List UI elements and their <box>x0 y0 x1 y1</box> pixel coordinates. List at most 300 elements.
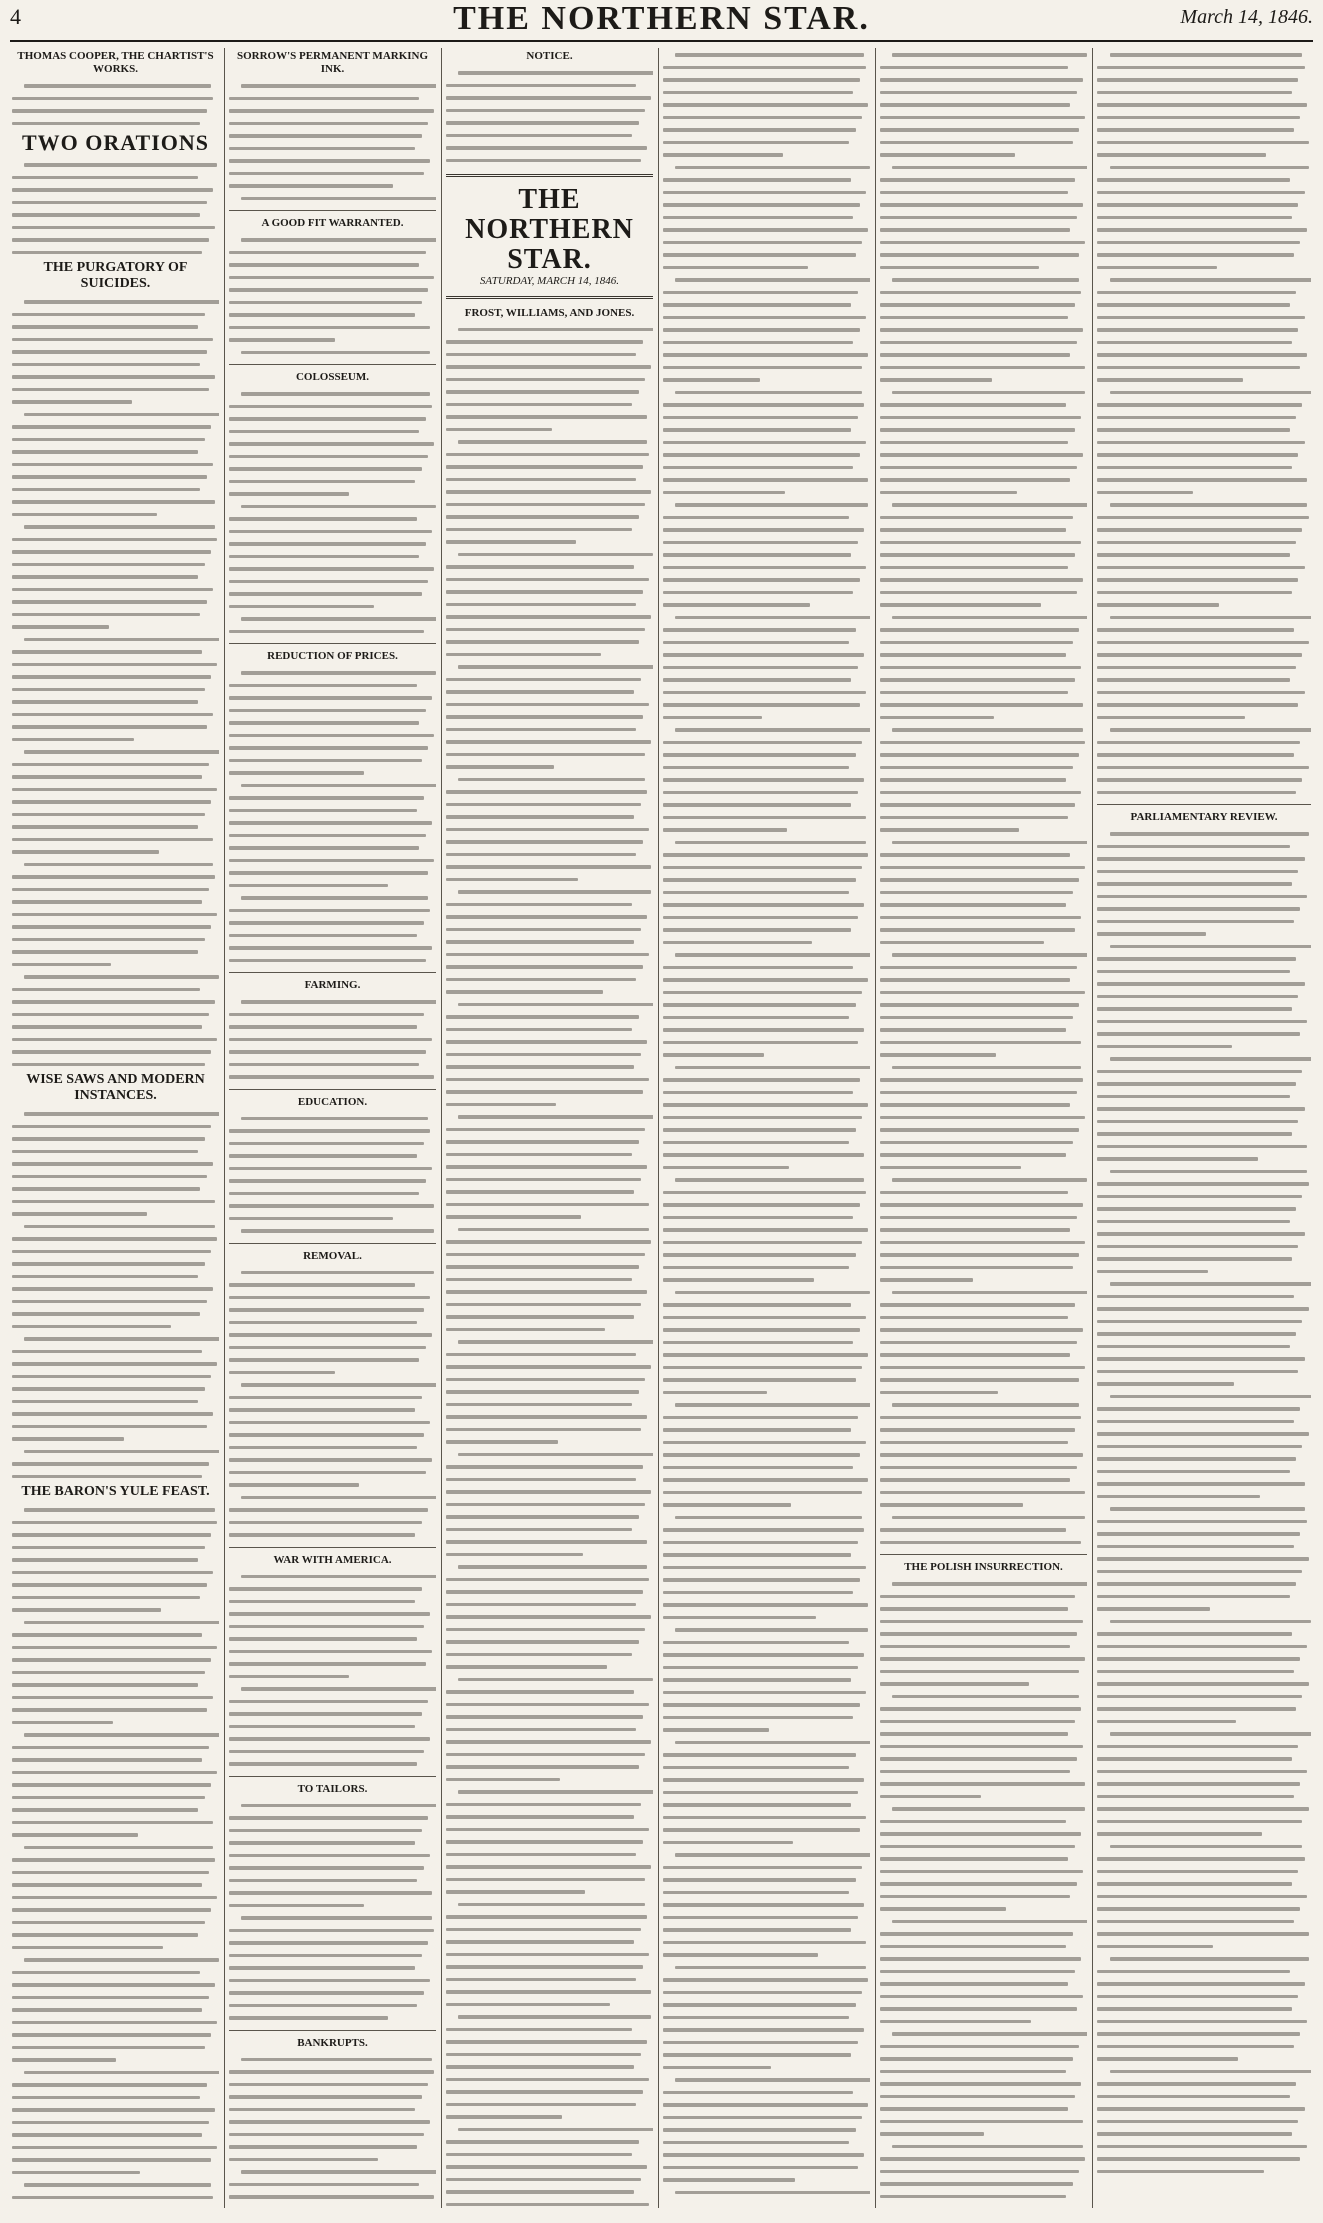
text-line <box>663 1723 870 1736</box>
text-line <box>880 73 1087 86</box>
text-line <box>229 575 436 588</box>
text-line <box>880 1348 1087 1361</box>
text-line <box>12 458 219 471</box>
text-line <box>663 1786 870 1799</box>
text-line <box>663 1598 870 1611</box>
text-line <box>880 1048 1087 1061</box>
text-line <box>880 548 1087 561</box>
text-line <box>1097 1427 1311 1440</box>
text-line <box>880 286 1087 299</box>
text-line <box>229 1986 436 1999</box>
column-5 <box>880 48 1087 2208</box>
text-line <box>1097 2077 1311 2090</box>
text-line <box>446 1198 653 1211</box>
text-line <box>229 1720 436 1733</box>
text-line <box>12 1541 219 1554</box>
text-line <box>12 683 219 696</box>
text-line <box>12 2141 219 2154</box>
text-line <box>1097 398 1311 411</box>
text-line <box>446 848 653 861</box>
text-line <box>229 475 436 488</box>
text-line <box>663 186 870 199</box>
article-text <box>229 387 436 637</box>
text-line <box>12 395 219 408</box>
text-line <box>1097 586 1311 599</box>
text-line <box>12 1220 219 1233</box>
text-line <box>880 411 1087 424</box>
text-line <box>880 986 1087 999</box>
text-line <box>446 1285 653 1298</box>
text-line <box>446 398 653 411</box>
text-line <box>12 1628 219 1641</box>
text-line <box>880 1511 1087 1524</box>
text-line <box>880 223 1087 236</box>
text-line <box>12 970 219 983</box>
text-line <box>12 320 219 333</box>
text-line <box>12 895 219 908</box>
text-line <box>12 104 219 117</box>
text-line <box>229 1516 436 1529</box>
text-line <box>229 1466 436 1479</box>
text-line <box>1097 1102 1311 1115</box>
text-line <box>663 411 870 424</box>
text-line <box>446 1385 653 1398</box>
text-line <box>12 2128 219 2141</box>
text-line <box>229 666 436 679</box>
text-line <box>1097 965 1311 978</box>
text-line <box>663 211 870 224</box>
text-line <box>446 1398 653 1411</box>
text-line <box>446 1585 653 1598</box>
text-line <box>229 1874 436 1887</box>
text-line <box>12 595 219 608</box>
text-line <box>12 1282 219 1295</box>
text-line <box>880 836 1087 849</box>
text-line <box>229 167 436 180</box>
text-line <box>229 1403 436 1416</box>
text-line <box>1097 1240 1311 1253</box>
text-line <box>12 1432 219 1445</box>
text-line <box>229 1391 436 1404</box>
text-line <box>880 873 1087 886</box>
text-line <box>663 736 870 749</box>
text-line <box>1097 940 1311 953</box>
text-line <box>446 898 653 911</box>
text-line <box>663 1936 870 1949</box>
text-line <box>663 173 870 186</box>
text-line <box>880 573 1087 586</box>
text-line <box>446 1035 653 1048</box>
text-line <box>880 1977 1087 1990</box>
text-line <box>229 104 436 117</box>
section-heading: A GOOD FIT WARRANTED. <box>261 217 404 229</box>
text-line <box>880 398 1087 411</box>
text-line <box>880 1765 1087 1778</box>
text-line <box>446 1273 653 1286</box>
text-line <box>880 1461 1087 1474</box>
text-line <box>880 86 1087 99</box>
text-line <box>1097 1027 1311 1040</box>
text-line <box>880 598 1087 611</box>
text-line <box>663 361 870 374</box>
text-line <box>1097 298 1311 311</box>
text-line <box>229 2115 436 2128</box>
text-line <box>229 387 436 400</box>
text-line <box>446 1110 653 1123</box>
text-line <box>12 1716 219 1729</box>
text-line <box>12 1728 219 1741</box>
text-line <box>446 910 653 923</box>
text-line <box>880 1536 1087 1549</box>
text-line <box>663 1161 870 1174</box>
text-line <box>663 748 870 761</box>
text-line <box>880 323 1087 336</box>
text-line <box>229 1607 436 1620</box>
text-line <box>1097 1365 1311 1378</box>
text-line <box>446 1085 653 1098</box>
text-line <box>446 1123 653 1136</box>
text-line <box>1097 123 1311 136</box>
article-text <box>229 666 436 966</box>
text-line <box>12 933 219 946</box>
text-line <box>663 1586 870 1599</box>
article-text <box>12 1107 219 1482</box>
text-line <box>880 436 1087 449</box>
text-line <box>663 1898 870 1911</box>
text-line <box>229 92 436 105</box>
text-line <box>229 791 436 804</box>
text-line <box>880 2052 1087 2065</box>
text-line <box>446 798 653 811</box>
text-line <box>663 1498 870 1511</box>
text-line <box>446 1873 653 1886</box>
text-line <box>446 498 653 511</box>
text-line <box>12 1058 219 1071</box>
text-line <box>1097 1465 1311 1478</box>
text-line <box>663 2023 870 2036</box>
text-line <box>446 1048 653 1061</box>
text-line <box>446 735 653 748</box>
text-line <box>880 423 1087 436</box>
text-line <box>880 298 1087 311</box>
text-line <box>663 2036 870 2049</box>
text-line <box>446 2148 653 2161</box>
text-line <box>663 286 870 299</box>
text-line <box>880 1411 1087 1424</box>
text-line <box>880 761 1087 774</box>
text-line <box>663 1523 870 1536</box>
text-line <box>229 308 436 321</box>
text-line <box>446 1448 653 1461</box>
section-heading: THE BARON'S YULE FEAST. <box>21 1484 210 1499</box>
text-line <box>1097 1815 1311 1828</box>
text-line <box>1097 611 1311 624</box>
text-line <box>12 1395 219 1408</box>
text-line <box>663 273 870 286</box>
text-line <box>12 1816 219 1829</box>
text-line <box>229 1682 436 1695</box>
text-line <box>446 460 653 473</box>
text-line <box>12 1107 219 1120</box>
text-line <box>446 1460 653 1473</box>
text-line <box>229 816 436 829</box>
text-line <box>880 461 1087 474</box>
text-line <box>1097 1452 1311 1465</box>
text-line <box>663 1061 870 1074</box>
text-line <box>12 2078 219 2091</box>
text-line <box>12 1578 219 1591</box>
section-heading: REDUCTION OF PRICES. <box>267 650 398 662</box>
text-line <box>663 423 870 436</box>
text-line <box>229 1745 436 1758</box>
text-line <box>663 1836 870 1849</box>
text-line <box>1097 111 1311 124</box>
text-line <box>446 1973 653 1986</box>
text-line <box>1097 1352 1311 1365</box>
text-line <box>229 550 436 563</box>
text-line <box>880 311 1087 324</box>
text-line <box>663 1311 870 1324</box>
text-line <box>12 908 219 921</box>
text-line <box>880 1498 1087 1511</box>
text-line <box>229 904 436 917</box>
text-line <box>1097 348 1311 361</box>
text-line <box>1097 411 1311 424</box>
text-line <box>229 1811 436 1824</box>
text-line <box>880 948 1087 961</box>
text-line <box>12 1516 219 1529</box>
text-line <box>446 873 653 886</box>
text-line <box>446 1810 653 1823</box>
text-line <box>12 345 219 358</box>
text-line <box>663 148 870 161</box>
text-line <box>12 2116 219 2129</box>
text-line <box>663 1486 870 1499</box>
text-line <box>880 1690 1087 1703</box>
text-line <box>446 1185 653 1198</box>
text-line <box>229 766 436 779</box>
text-line <box>446 323 653 336</box>
text-line <box>880 248 1087 261</box>
text-line <box>446 1548 653 1561</box>
text-line <box>663 786 870 799</box>
text-line <box>446 1060 653 1073</box>
text-line <box>1097 461 1311 474</box>
text-line <box>446 1773 653 1786</box>
text-line <box>1097 536 1311 549</box>
text-line <box>880 736 1087 749</box>
text-line <box>12 2103 219 2116</box>
text-line <box>663 811 870 824</box>
text-line <box>446 785 653 798</box>
text-line <box>12 1120 219 1133</box>
text-line <box>663 1436 870 1449</box>
text-line <box>229 1949 436 1962</box>
text-line <box>446 473 653 486</box>
column-rule <box>224 48 225 2208</box>
text-line <box>229 1999 436 2012</box>
text-line <box>12 1132 219 1145</box>
text-line <box>663 1811 870 1824</box>
text-line <box>663 123 870 136</box>
text-line <box>446 610 653 623</box>
text-line <box>880 861 1087 874</box>
text-line <box>663 998 870 1011</box>
text-line <box>229 537 436 550</box>
text-line <box>880 886 1087 899</box>
text-line <box>446 2160 653 2173</box>
text-line <box>12 1528 219 1541</box>
text-line <box>12 117 219 130</box>
text-line <box>663 1573 870 1586</box>
text-line <box>663 73 870 86</box>
article-text <box>663 48 870 2198</box>
text-line <box>446 1823 653 1836</box>
text-line <box>229 866 436 879</box>
text-line <box>1097 877 1311 890</box>
text-line <box>229 879 436 892</box>
text-line <box>880 1398 1087 1411</box>
text-line <box>663 911 870 924</box>
text-line <box>229 941 436 954</box>
text-line <box>663 561 870 574</box>
text-line <box>663 698 870 711</box>
text-line <box>1097 1090 1311 1103</box>
text-line <box>12 358 219 371</box>
text-line <box>446 1410 653 1423</box>
text-line <box>663 948 870 961</box>
text-line <box>1097 711 1311 724</box>
text-line <box>880 98 1087 111</box>
text-line <box>663 1561 870 1574</box>
text-line <box>880 1627 1087 1640</box>
section-heading: COLOSSEUM. <box>295 371 370 383</box>
text-line <box>1097 890 1311 903</box>
text-line <box>12 1591 219 1604</box>
text-line <box>12 1778 219 1791</box>
text-line <box>12 2066 219 2079</box>
text-line <box>229 587 436 600</box>
text-line <box>12 1232 219 1245</box>
text-line <box>663 2048 870 2061</box>
text-line <box>663 961 870 974</box>
text-line <box>12 1170 219 1183</box>
text-line <box>880 2177 1087 2190</box>
text-line <box>229 804 436 817</box>
text-line <box>446 773 653 786</box>
text-line <box>446 1660 653 1673</box>
text-line <box>1097 1752 1311 1765</box>
text-line <box>229 691 436 704</box>
text-line <box>880 1486 1087 1499</box>
text-line <box>446 116 653 129</box>
text-line <box>446 885 653 898</box>
text-line <box>229 512 436 525</box>
separator <box>1097 804 1311 805</box>
text-line <box>663 1636 870 1649</box>
column-6 <box>1097 48 1311 2208</box>
text-line <box>229 1528 436 1541</box>
text-line <box>1097 1915 1311 1928</box>
text-line <box>12 958 219 971</box>
text-line <box>880 1952 1087 1965</box>
text-line <box>880 1311 1087 1324</box>
text-line <box>229 79 436 92</box>
text-line <box>1097 1415 1311 1428</box>
text-line <box>663 836 870 849</box>
text-line <box>446 104 653 117</box>
text-line <box>1097 573 1311 586</box>
text-line <box>229 1849 436 1862</box>
text-line <box>1097 952 1311 965</box>
text-line <box>880 373 1087 386</box>
text-line <box>446 2185 653 2198</box>
text-line <box>663 936 870 949</box>
text-line <box>880 1702 1087 1715</box>
text-line <box>663 1448 870 1461</box>
text-line <box>1097 698 1311 711</box>
text-line <box>446 2023 653 2036</box>
text-line <box>880 386 1087 399</box>
text-line <box>446 1623 653 1636</box>
text-line <box>446 998 653 1011</box>
text-line <box>880 336 1087 349</box>
text-line <box>663 1886 870 1899</box>
text-line <box>12 92 219 105</box>
text-line <box>880 848 1087 861</box>
text-line <box>663 1611 870 1624</box>
text-line <box>663 723 870 736</box>
text-line <box>880 561 1087 574</box>
text-line <box>446 335 653 348</box>
text-line <box>229 2140 436 2153</box>
text-line <box>663 2148 870 2161</box>
text-line <box>1097 1702 1311 1715</box>
text-line <box>446 510 653 523</box>
section-heading: TO TAILORS. <box>297 1782 368 1795</box>
text-line <box>1097 2040 1311 2053</box>
text-line <box>229 995 436 1008</box>
text-line <box>446 1885 653 1898</box>
separator <box>229 2030 436 2031</box>
text-line <box>229 333 436 346</box>
text-line <box>663 2161 870 2174</box>
text-line <box>1097 2140 1311 2153</box>
text-line <box>229 1478 436 1491</box>
text-line <box>12 720 219 733</box>
text-line <box>663 573 870 586</box>
text-line <box>1097 1377 1311 1390</box>
text-line <box>12 570 219 583</box>
article-text <box>12 79 219 129</box>
text-line <box>1097 1190 1311 1203</box>
text-line <box>229 741 436 754</box>
text-line <box>12 1741 219 1754</box>
text-line <box>663 1173 870 1186</box>
text-line <box>1097 623 1311 636</box>
text-line <box>1097 61 1311 74</box>
article-text <box>446 323 653 2209</box>
text-line <box>12 1370 219 1383</box>
text-line <box>446 1210 653 1223</box>
text-line <box>229 929 436 942</box>
text-line <box>1097 748 1311 761</box>
text-line <box>229 1924 436 1937</box>
text-line <box>663 2111 870 2124</box>
masthead <box>10 0 1313 42</box>
text-line <box>1097 1677 1311 1690</box>
text-line <box>12 370 219 383</box>
